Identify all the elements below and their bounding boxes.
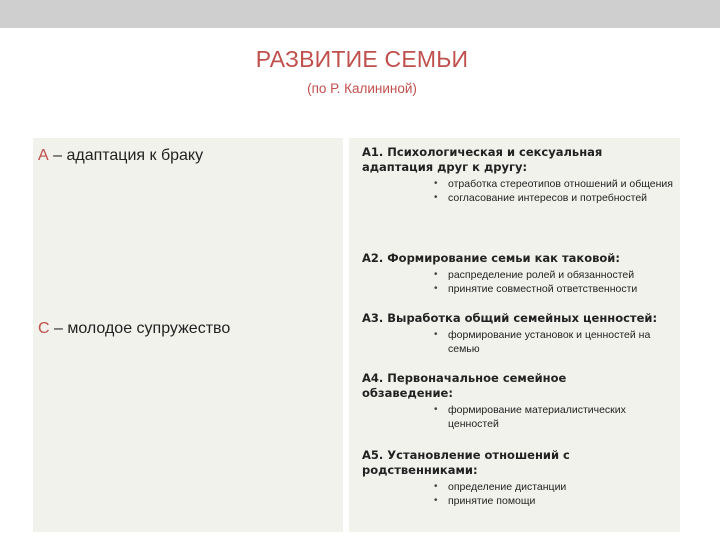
block-a3 (362, 311, 674, 356)
block-a4-heading (362, 371, 674, 401)
block-a5-heading-line1: А5. Установление отношений с (362, 448, 570, 462)
bullet-icon: • (434, 178, 438, 189)
bullet-text: формирование установок и ценностей на семью (448, 329, 651, 355)
block-a2-bullets (362, 268, 674, 296)
block-a2-heading-line1: А2. Формирование семьи как таковой: (362, 251, 620, 265)
stage-c-text: – молодое супружество (49, 320, 231, 337)
block-a5-bullets (362, 480, 674, 508)
list-item (434, 191, 674, 205)
block-a1 (362, 145, 674, 205)
block-a3-heading-line1: А3. Выработка общий семейных ценностей: (362, 311, 658, 325)
block-a1-heading-line2: адаптация друг к другу: (362, 160, 528, 174)
bullet-icon: • (434, 329, 438, 340)
block-a3-bullets (362, 328, 674, 356)
bullet-icon: • (434, 192, 438, 203)
block-a4-heading-line2: обзаведение: (362, 386, 453, 400)
block-a5 (362, 448, 674, 508)
bullet-icon: • (434, 481, 438, 492)
block-a5-heading (362, 448, 674, 478)
bullet-text: распределение ролей и обязанностей (448, 269, 635, 281)
stage-c (38, 320, 230, 338)
list-item (434, 480, 674, 494)
bullet-text: отработка стереотипов отношений и общения (448, 178, 673, 190)
stage-a (38, 147, 203, 165)
slide-subtitle: (по Р. Калининой) (307, 81, 417, 96)
block-a2 (362, 251, 674, 296)
block-a3-heading (362, 311, 674, 326)
bullet-text: формирование материалистических ценностей (448, 404, 626, 430)
stage-c-letter: С (38, 320, 50, 337)
list-item (434, 177, 674, 191)
bullet-icon: • (434, 283, 438, 294)
block-a1-heading (362, 145, 674, 175)
list-item (434, 328, 674, 356)
bullet-text: согласование интересов и потребностей (448, 192, 648, 204)
top-band (0, 0, 720, 28)
block-a1-bullets (362, 177, 674, 205)
list-item (434, 282, 674, 296)
bullet-icon: • (434, 269, 438, 280)
block-a4 (362, 371, 674, 431)
bullet-icon: • (434, 404, 438, 415)
block-a2-heading (362, 251, 674, 266)
stage-a-text: – адаптация к браку (48, 147, 204, 164)
bullet-text: принятие помощи (448, 495, 536, 507)
list-item (434, 403, 674, 431)
block-a4-heading-line1: А4. Первоначальное семейное (362, 371, 567, 385)
list-item (434, 494, 674, 508)
list-item (434, 268, 674, 282)
bullet-text: принятие совместной ответственности (448, 283, 638, 295)
block-a5-heading-line2: родственниками: (362, 463, 478, 477)
bullet-icon: • (434, 495, 438, 506)
stage-a-letter: А (38, 147, 49, 164)
block-a1-heading-line1: А1. Психологическая и сексуальная (362, 145, 603, 159)
bullet-text: определение дистанции (448, 481, 567, 493)
block-a4-bullets (362, 403, 674, 431)
slide-title: РАЗВИТИЕ СЕМЬИ (255, 46, 469, 72)
